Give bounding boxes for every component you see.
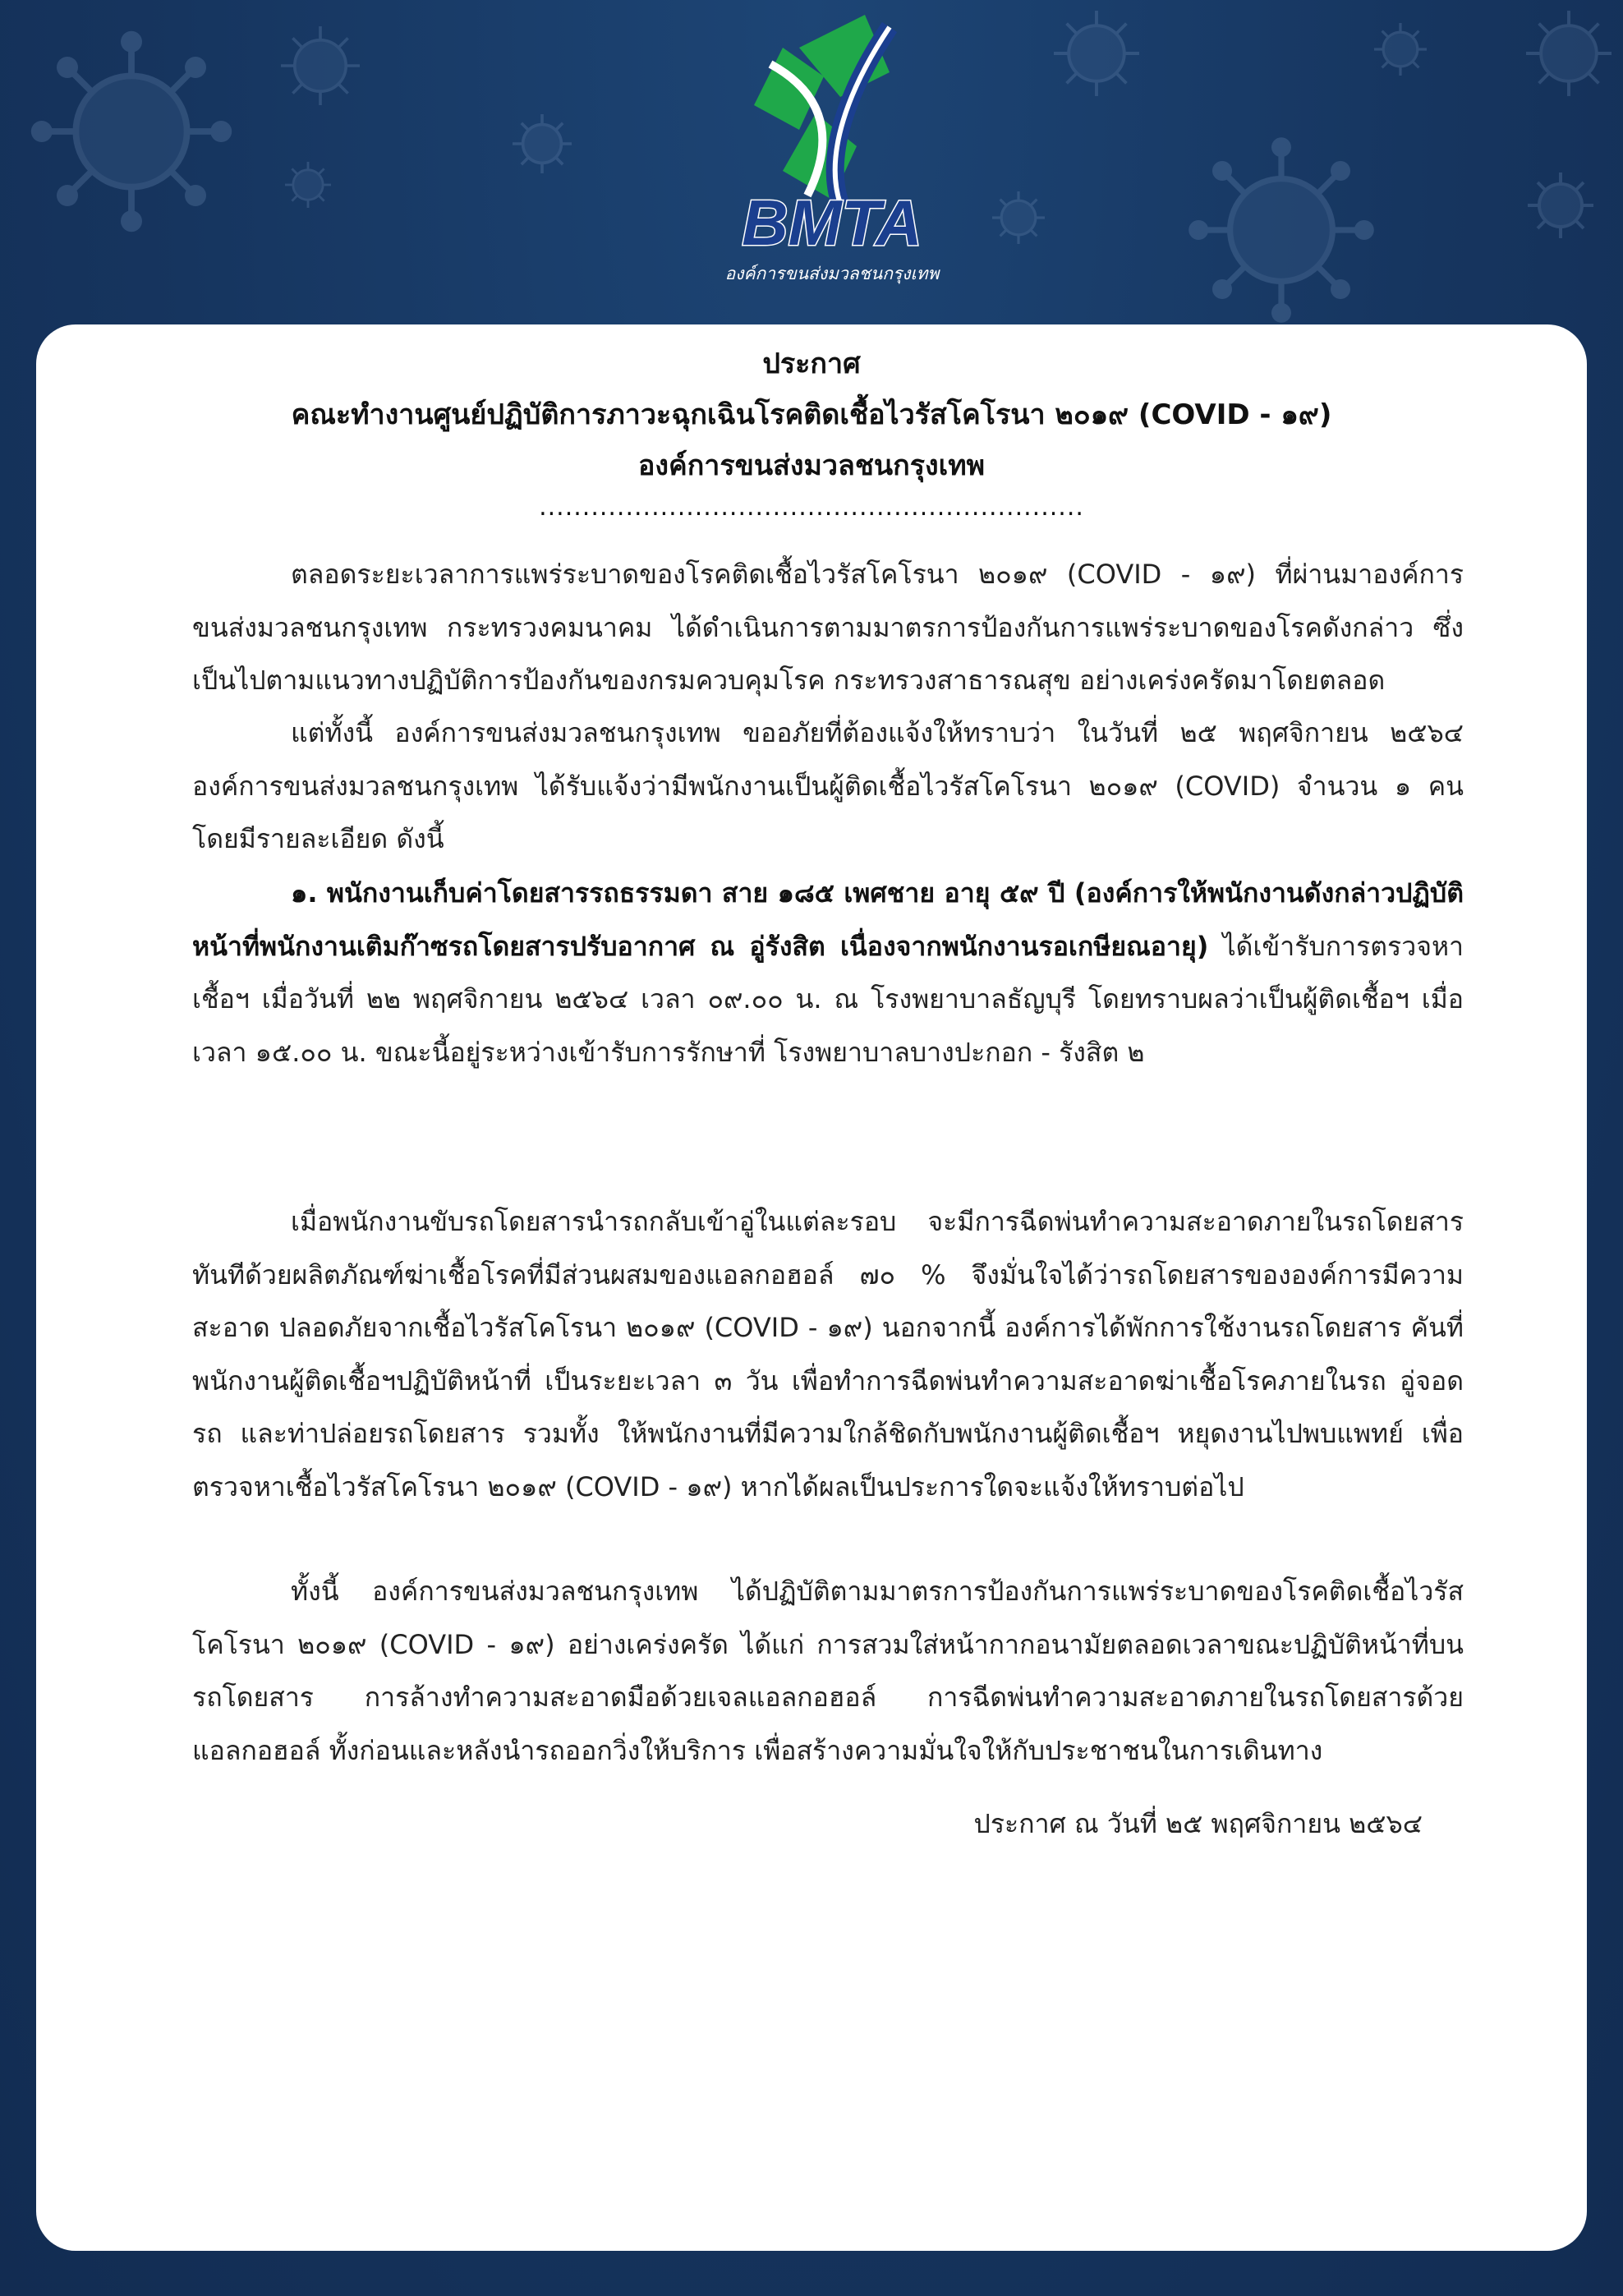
virus-decoration-icon	[271, 16, 370, 115]
announcement-date: ประกาศ ณ วันที่ ๒๕ พฤศจิกายน ๒๕๖๔	[973, 1808, 1423, 1839]
header-separator: ...............................................................	[539, 493, 1084, 522]
paragraph-3	[192, 867, 1464, 1079]
paragraph-5: ทั้งนี้ องค์การขนส่งมวลชนกรุงเทพ ได้ปฏิบัติตามมาตรการป้องกันการแพร่ระบาดของโรคติดเชื้อไวรัสโคโรนา ๒๐๑๙ (COVID - ๑๙) อย่างเคร่งครัด ได้แก่ การสวมใส่หน้ากากอนามัยตลอดเวลาขณะปฏิบัติหน้าที่บนรถโดยสาร การล้างทำความสะอาดมือด้วยเจลแอลกอฮอล์ การฉีดพ่นทำความสะอาดภายในรถโดยสารด้วยแอลกอฮอล์ ทั้งก่อนและหลังนำรถออกวิ่งให้บริการ เพื่อสร้างความมั่นใจให้กับประชาชนในการเดินทาง	[192, 1576, 1464, 1766]
paragraph-4: เมื่อพนักงานขับรถโดยสารนำรถกลับเข้าอู่ในแต่ละรอบ จะมีการฉีดพ่นทำความสะอาดภายในรถโดยสารทันทีด้วยผลิตภัณฑ์ฆ่าเชื้อโรคที่มีส่วนผสมของแอลกอฮอล์ ๗๐ % จึงมั่นใจได้ว่ารถโดยสารขององค์การมีความสะอาด ปลอดภัยจากเชื้อไวรัสโคโรนา ๒๐๑๙ (COVID - ๑๙) นอกจากนี้ องค์การได้พักการใช้งานรถโดยสาร คันที่พนักงานผู้ติดเชื้อฯปฏิบัติหน้าที่ เป็นระยะเวลา ๓ วัน เพื่อทำการฉีดพ่นทำความสะอาดฆ่าเชื้อโรคภายในรถ อู่จอดรถ และท่าปล่อยรถโดยสาร รวมทั้ง ให้พนักงานที่มีความใกล้ชิดกับพนักงานผู้ติดเชื้อฯ หยุดงานไปพบแพทย์ เพื่อตรวจหาเชื้อไวรัสโคโรนา ๒๐๑๙ (COVID - ๑๙) หากได้ผลเป็นประการใดจะแจ้งให้ทราบต่อไป	[192, 1206, 1464, 1502]
committee-title: คณะทำงานศูนย์ปฏิบัติการภาวะฉุกเฉินโรคติดเชื้อไวรัสโคโรนา ๒๐๑๙ (COVID - ๑๙)	[291, 398, 1332, 431]
virus-decoration-icon	[1183, 131, 1380, 329]
virus-decoration-icon	[1515, 0, 1622, 107]
logo-subtitle: องค์การขนส่งมวลชนกรุงเทพ	[724, 264, 940, 283]
virus-decoration-icon	[25, 25, 238, 238]
employee-detail-rest: ได้เข้ารับการตรวจหาเชื้อฯ เมื่อวันที่ ๒๒ พฤศจิกายน ๒๕๖๔ เวลา ๐๙.๐๐ น. ณ โรงพยาบาลธัญบุรี โดยทราบผลว่าเป็นผู้ติดเชื้อฯ เมื่อเวลา ๑๕.๐๐ น. ขณะนี้อยู่ระหว่างเข้ารับการรักษาที่ โรงพยาบาลบางปะกอก - รังสิต ๒	[192, 930, 1464, 1068]
announcement-card	[36, 324, 1587, 2251]
virus-decoration-icon	[1043, 0, 1150, 107]
virus-decoration-icon	[505, 107, 579, 181]
logo-text: BMTA	[742, 186, 922, 259]
paragraph-1: ตลอดระยะเวลาการแพร่ระบาดของโรคติดเชื้อไวรัสโคโรนา ๒๐๑๙ (COVID - ๑๙) ที่ผ่านมาองค์การขนส่งมวลชนกรุงเทพ กระทรวงคมนาคม ได้ดำเนินการตามมาตรการป้องกันการแพร่ระบาดของโรคดังกล่าว ซึ่งเป็นไปตามแนวทางปฏิบัติการป้องกันของกรมควบคุมโรค กระทรวงสาธารณสุข อย่างเคร่งครัดมาโดยตลอด	[192, 559, 1464, 696]
employee-detail-bold: ๑. พนักงานเก็บค่าโดยสารรถธรรมดา สาย ๑๘๕ เพศชาย อายุ ๕๙ ปี (องค์การให้พนักงานดังกล่าวปฏิบัติหน้าที่พนักงานเติมก๊าซรถโดยสารปรับอากาศ ณ อู่รังสิต เนื่องจากพนักงานรอเกษียณอายุ)	[192, 877, 1464, 962]
bmta-logo	[713, 7, 951, 290]
virus-decoration-icon	[279, 156, 337, 214]
virus-decoration-icon	[1368, 16, 1433, 82]
announcement-heading: ประกาศ	[762, 347, 861, 380]
organization-name: องค์การขนส่งมวลชนกรุงเทพ	[637, 449, 986, 482]
paragraph-2: แต่ทั้งนี้ องค์การขนส่งมวลชนกรุงเทพ ขออภัยที่ต้องแจ้งให้ทราบว่า ในวันที่ ๒๕ พฤศจิกายน ๒๕๖๔ องค์การขนส่งมวลชนกรุงเทพ ได้รับแจ้งว่ามีพนักงานเป็นผู้ติดเชื้อไวรัสโคโรนา ๒๐๑๙ (COVID) จำนวน ๑ คน โดยมีรายละเอียด ดังนี้	[192, 717, 1464, 854]
virus-decoration-icon	[1520, 164, 1602, 246]
virus-decoration-icon	[986, 185, 1051, 251]
